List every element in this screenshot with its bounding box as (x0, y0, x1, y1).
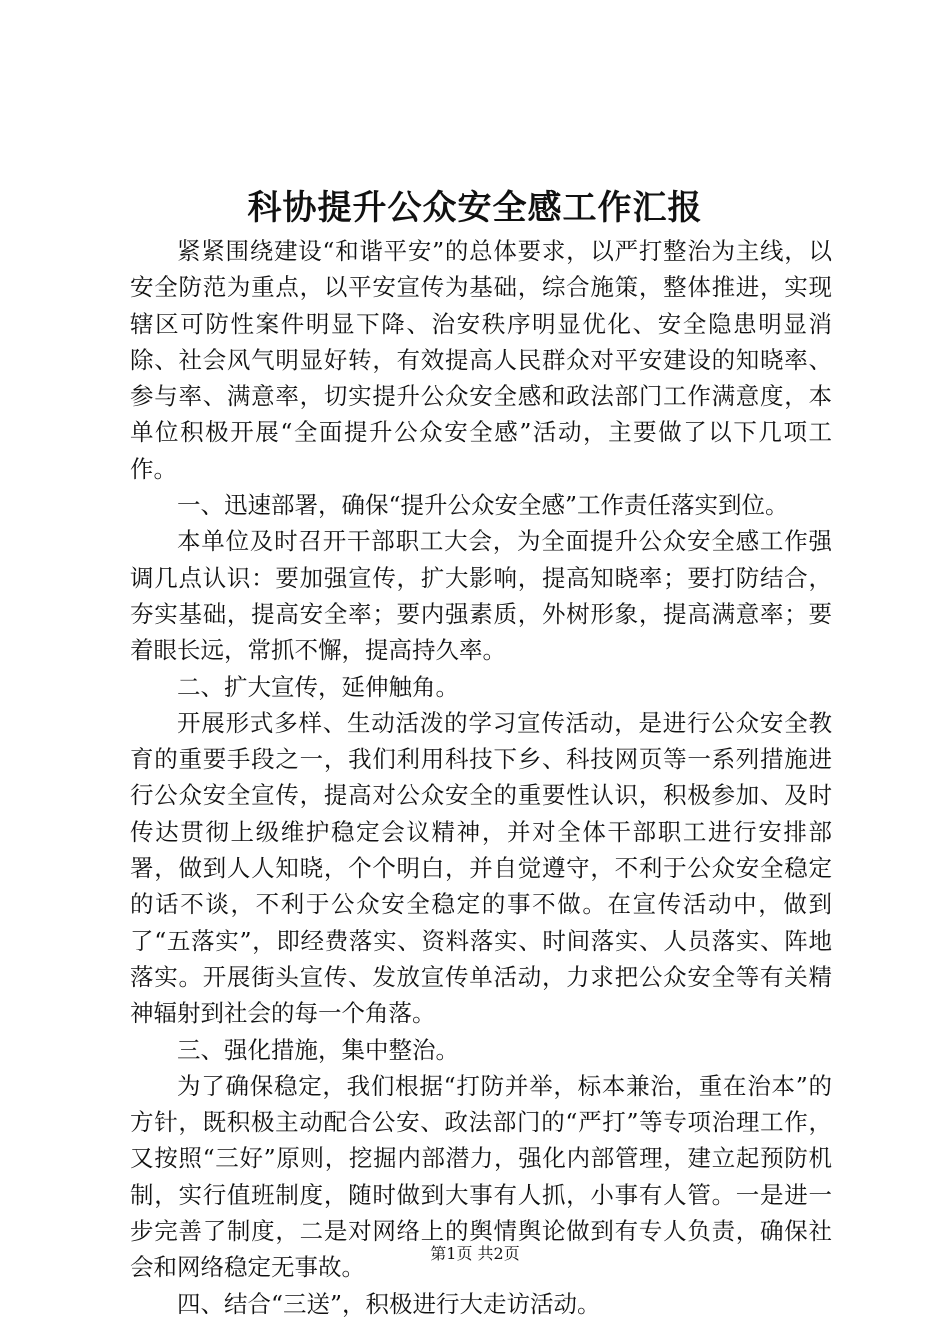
document-title: 科协提升公众安全感工作汇报 (247, 188, 703, 228)
page-footer: 第1页 共2页 (430, 1244, 520, 1263)
paragraph-section-1: 本单位及时召开干部职工大会，为全面提升公众安全感工作强调几点认识：要加强宣传，扩大影响，提高知晓率；要打防结合，夯实基础，提高安全率；要内强素质，外树形象，提高满意率；要着眼长远，常抓不懈，提高持久率。 (130, 527, 832, 665)
document-body (130, 233, 832, 1322)
section-heading-2: 二、扩大宣传，延伸触角。 (177, 672, 459, 701)
section-heading-4: 四、结合“三送”，积极进行大走访活动。 (177, 1289, 601, 1318)
paragraph-intro: 紧紧围绕建设“和谐平安”的总体要求，以严打整治为主线，以安全防范为重点，以平安宣传为基础，综合施策，整体推进，实现辖区可防性案件明显下降、治安秩序明显优化、安全隐患明显消除、社会风气明显好转，有效提高人民群众对平安建设的知晓率、参与率、满意率，切实提升公众安全感和政法部门工作满意度，本单位积极开展“全面提升公众安全感”活动，主要做了以下几项工作。 (130, 237, 832, 483)
section-heading-1: 一、迅速部署，确保“提升公众安全感”工作责任落实到位。 (177, 491, 789, 520)
paragraph-section-3: 为了确保稳定，我们根据“打防并举，标本兼治，重在治本”的方针，既积极主动配合公安、政法部门的“严打”等专项治理工作，又按照“三好”原则，挖掘内部潜力，强化内部管理，建立起预防机制，实行值班制度，随时做到大事有人抓，小事有人管。一是进一步完善了制度，二是对网络上的舆情舆论做到有专人负责，确保社会和网络稳定无事故。 (130, 1071, 832, 1282)
section-heading-3: 三、强化措施，集中整治。 (177, 1035, 459, 1064)
paragraph-section-2: 开展形式多样、生动活泼的学习宣传活动，是进行公众安全教育的重要手段之一，我们利用科技下乡、科技网页等一系列措施进行公众安全宣传，提高对公众安全的重要性认识，积极参加、及时传达贯彻上级维护稳定会议精神，并对全体干部职工进行安排部署，做到人人知晓，个个明白，并自觉遵守，不利于公众安全稳定的话不谈，不利于公众安全稳定的事不做。在宣传活动中，做到了“五落实”，即经费落实、资料落实、时间落实、人员落实、阵地落实。开展街头宣传、发放宣传单活动，力求把公众安全等有关精神辐射到社会的每一个角落。 (130, 708, 832, 1028)
